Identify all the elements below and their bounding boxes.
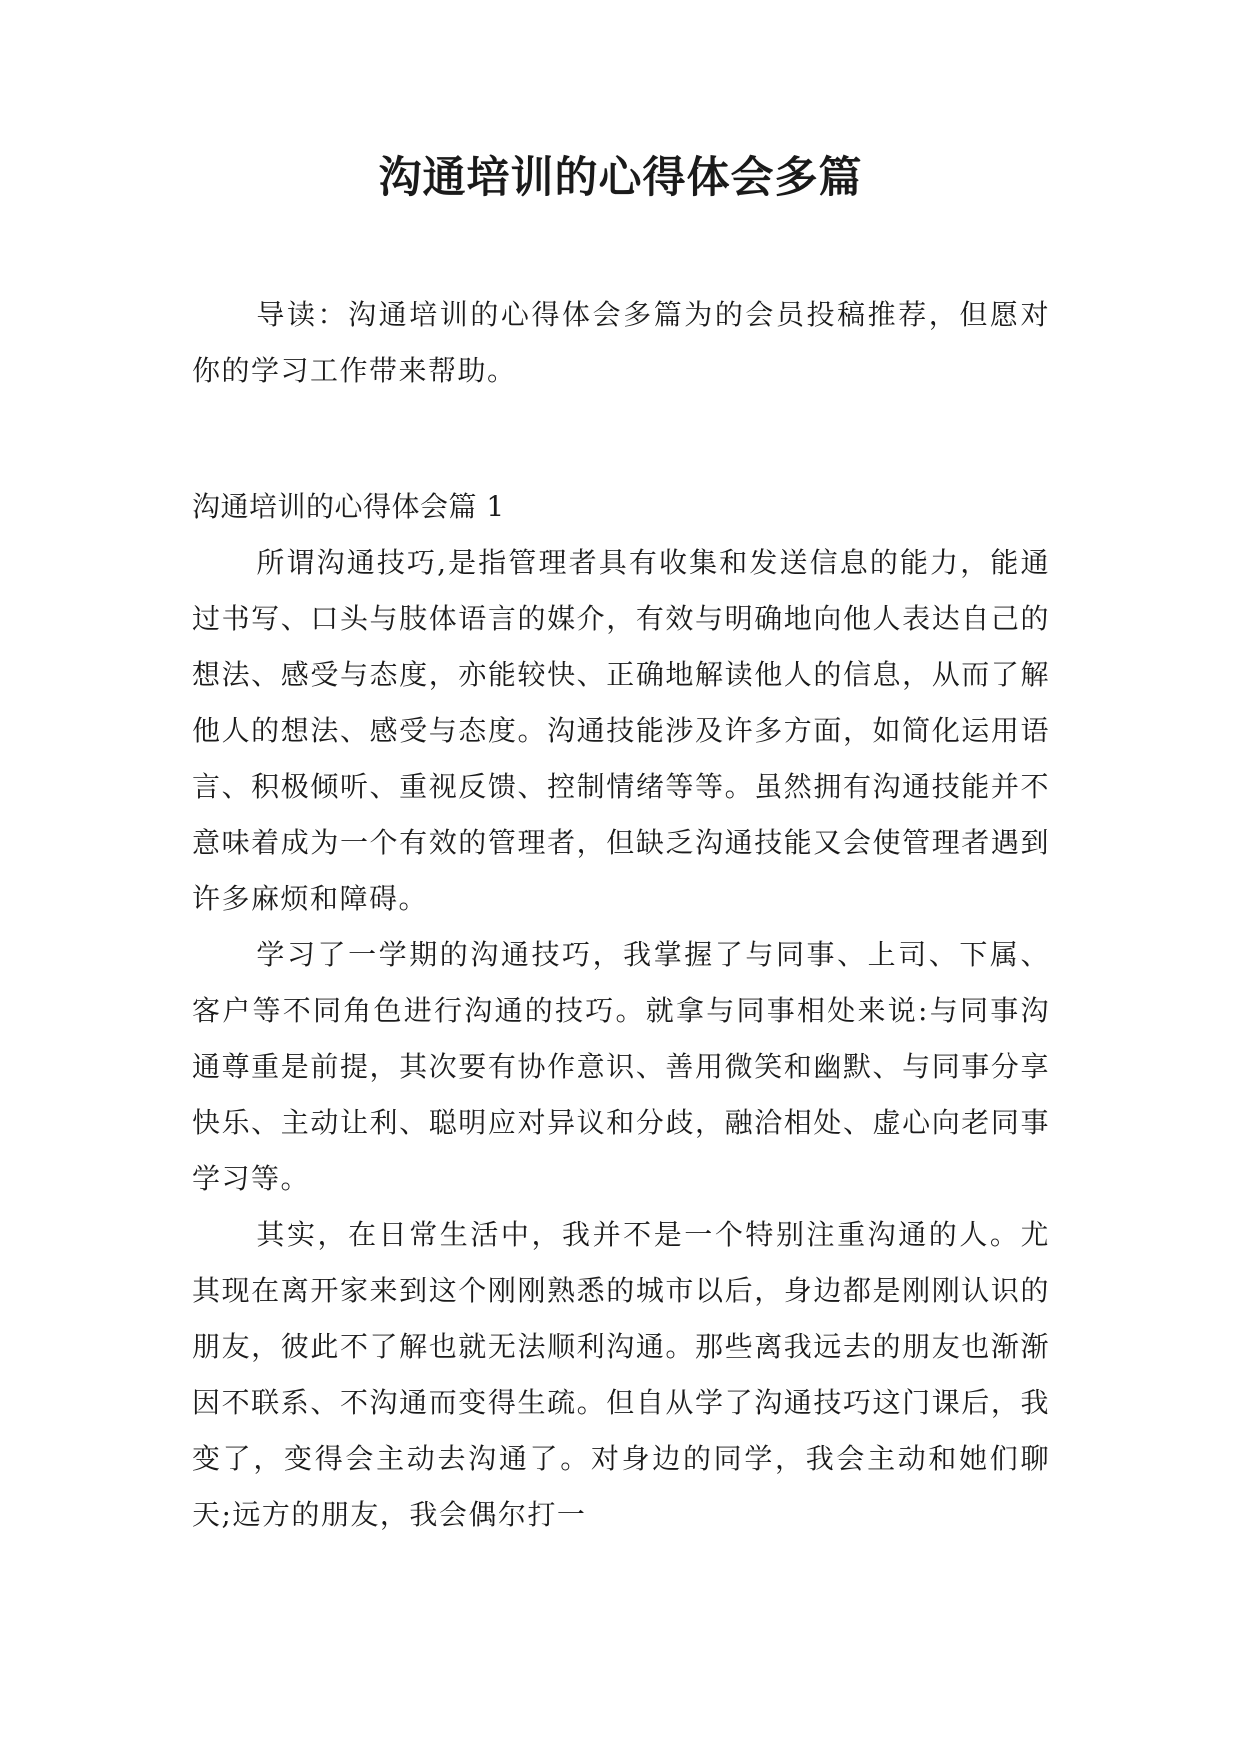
spacer <box>192 399 1050 479</box>
intro-paragraph: 导读：沟通培训的心得体会多篇为的会员投稿推荐，但愿对你的学习工作带来帮助。 <box>192 298 1050 387</box>
document-body <box>192 287 1050 1543</box>
document-title: 沟通培训的心得体会多篇 <box>378 153 863 203</box>
section-heading: 沟通培训的心得体会篇 1 <box>192 490 505 523</box>
body-paragraph-3: 其实，在日常生活中，我并不是一个特别注重沟通的人。尤其现在离开家来到这个刚刚熟悉的城市以后，身边都是刚刚认识的朋友，彼此不了解也就无法顺利沟通。那些离我远去的朋友也渐渐因不联系、不沟通而变得生疏。但自从学了沟通技巧这门课后，我变了，变得会主动去沟通了。对身边的同学，我会主动和她们聊天;远方的朋友，我会偶尔打一 <box>192 1218 1050 1531</box>
body-paragraph-1: 所谓沟通技巧,是指管理者具有收集和发送信息的能力，能通过书写、口头与肢体语言的媒介，有效与明确地向他人表达自己的想法、感受与态度，亦能较快、正确地解读他人的信息，从而了解他人的想法、感受与态度。沟通技能涉及许多方面，如简化运用语言、积极倾听、重视反馈、控制情绪等等。虽然拥有沟通技能并不意味着成为一个有效的管理者，但缺乏沟通技能又会使管理者遇到许多麻烦和障碍。 <box>192 546 1050 915</box>
body-paragraph-2: 学习了一学期的沟通技巧，我掌握了与同事、上司、下属、客户等不同角色进行沟通的技巧。就拿与同事相处来说:与同事沟通尊重是前提，其次要有协作意识、善用微笑和幽默、与同事分享快乐、主动让利、聪明应对异议和分歧，融洽相处、虚心向老同事学习等。 <box>192 938 1050 1195</box>
